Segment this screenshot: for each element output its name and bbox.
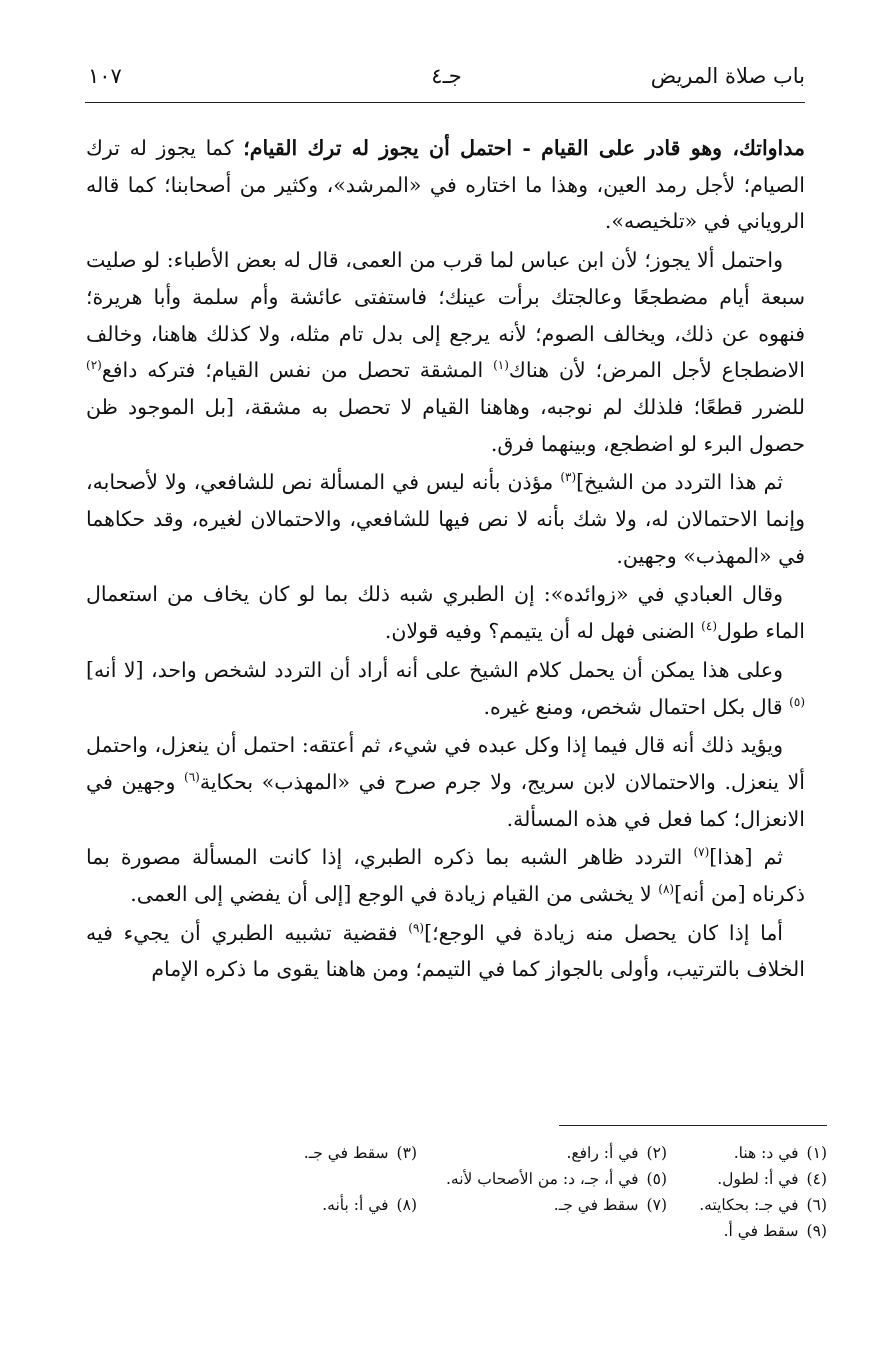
paragraph-text: أما إذا كان يحصل منه زيادة في الوجع؛]	[424, 920, 783, 945]
footnote	[257, 1140, 417, 1166]
paragraph-text: وجهين في الانعزال؛ كما فعل في هذه المسألة.	[86, 769, 805, 831]
footnote-reference: (٢)	[86, 358, 102, 373]
paragraph-text: المشقة تحصل من نفس القيام؛ فتركه دافع	[101, 358, 494, 383]
page-number: ١٠٧	[88, 64, 122, 88]
footnote-text: سقط في جـ.	[553, 1196, 639, 1214]
paragraph-text: مؤذن بأنه ليس في المسألة نص للشافعي، ولا لأصحابه، وإنما الاحتمالان له، ولا شك بأنه لا نص فيها للشافعي، والاحتمالان لغيره، وقد حكاهما في «المهذب» وجهين.	[86, 470, 805, 568]
paragraph	[86, 242, 805, 462]
footnote-text: في د: هنا.	[733, 1144, 799, 1162]
paragraph-text: وعلى هذا يمكن أن يحمل كلام الشيخ على أنه أراد أن التردد لشخص واحد، [لا أنه]	[86, 657, 783, 682]
footnote-reference: (١)	[493, 358, 509, 373]
footnote-number: (٢)	[646, 1144, 667, 1162]
paragraph-text: التردد ظاهر الشبه بما ذكره الطبري، إذا كانت المسألة مصورة بما ذكرناه [من أنه]	[86, 845, 805, 907]
footnote	[417, 1166, 667, 1192]
paragraph	[86, 652, 805, 725]
paragraph	[86, 839, 805, 912]
footnote-reference: (٧)	[693, 845, 710, 860]
footnote-reference: (٣)	[560, 470, 577, 485]
footnote-text: في أ، جـ، د: من الأصحاب لأنه.	[445, 1170, 639, 1188]
footnote-reference: (٩)	[408, 920, 425, 935]
footnote-text: سقط في جـ.	[303, 1144, 389, 1162]
footnote-text: في جـ: بحكايته.	[699, 1196, 799, 1214]
paragraph-text: كما يجوز له ترك الصيام؛ لأجل رمد العين، وهذا ما اختاره في «المرشد»، وكثير من أصحابنا؛ كما قاله الروياني في «تلخيصه».	[86, 136, 805, 234]
footnote	[667, 1192, 827, 1218]
footnote-reference: (٤)	[701, 619, 717, 634]
footnote-reference: (٨)	[658, 882, 675, 897]
paragraph-text: ثم [هذا]	[709, 845, 783, 870]
paragraph	[86, 727, 805, 837]
footnote-number: (٣)	[396, 1144, 417, 1162]
paragraph-text: ثم هذا التردد من الشيخ]	[576, 470, 783, 495]
paragraph-text: الضنى فهل له أن يتيمم؟ وفيه قولان.	[384, 619, 702, 644]
footnote-row	[150, 1218, 827, 1244]
paragraph-text: لا يخشى من القيام زيادة في الوجع [إلى أن يفضي إلى العمى.	[130, 882, 659, 907]
main-text	[86, 130, 805, 990]
footnotes	[150, 1140, 827, 1244]
paragraph	[86, 915, 805, 988]
footnote-number: (٩)	[806, 1222, 827, 1240]
paragraph	[86, 130, 805, 240]
footnote-number: (٧)	[646, 1196, 667, 1214]
footnote	[417, 1140, 667, 1166]
footnote-rule	[559, 1125, 827, 1126]
paragraph-text: قال بكل احتمال شخص، ومنع غيره.	[483, 694, 790, 719]
footnote-row	[150, 1140, 827, 1166]
footnote-row	[150, 1192, 827, 1218]
paragraph-text: وقال العبادي في «زوائده»: إن الطبري شبه ذلك بما لو كان يخاف من استعمال الماء طول	[86, 582, 805, 644]
footnote	[417, 1192, 667, 1218]
paragraph	[86, 576, 805, 649]
paragraph-text: للضرر قطعًا؛ فلذلك لم نوجبه، وهاهنا القيام لا تحصل به مشقة، [بل الموجود ظن حصول البرء لو اضطجع، وبينهما فرق.	[86, 394, 805, 456]
footnote-text: في أ: لطول.	[717, 1170, 799, 1188]
footnote-reference: (٦)	[184, 770, 200, 785]
chapter-title: باب صلاة المريض	[650, 64, 805, 88]
footnote	[667, 1140, 827, 1166]
header-rule	[85, 102, 805, 103]
paragraph-text: ويؤيد ذلك أنه قال فيما إذا وكل عبده في شيء، ثم أعتقه: احتمل أن ينعزل، واحتمل ألا ينعزل. والاحتمالان لابن سريج، ولا جرم صرح في «المهذب» بحكاية	[86, 733, 806, 794]
footnote-text: سقط في أ.	[723, 1222, 799, 1240]
footnote-number: (٨)	[396, 1196, 417, 1214]
paragraph	[86, 464, 805, 574]
footnote	[257, 1192, 417, 1218]
running-header	[88, 64, 805, 98]
footnote-number: (٦)	[806, 1196, 827, 1214]
footnote-text: في أ: بأنه.	[322, 1196, 389, 1214]
footnote-text: في أ: رافع.	[566, 1144, 639, 1162]
footnote	[667, 1218, 827, 1244]
footnote-number: (١)	[806, 1144, 827, 1162]
paragraph-text: واحتمل ألا يجوز؛ لأن ابن عباس لما قرب من العمى، قال له بعض الأطباء: لو صليت سبعة أيام مضطجعًا وعالجتك برأت عينك؛ فاستفتى عائشة وأم سلمة وأبا هريرة؛ فنهوه عن ذلك، ويخالف الصوم؛ لأنه يرجع إلى بدل تام مثله، ولا كذلك هاهنا، وخالف الاضطجاع لأجل المرض؛ لأن هناك	[86, 248, 805, 383]
footnote-number: (٤)	[806, 1170, 827, 1188]
bold-phrase: مداواتك، وهو قادر على القيام - احتمل أن يجوز له ترك القيام؛	[243, 136, 805, 160]
footnote-reference: (٥)	[789, 694, 805, 709]
volume-label: جـ٤	[431, 64, 462, 88]
footnote-row	[150, 1166, 827, 1192]
footnote-number: (٥)	[646, 1170, 667, 1188]
paragraph-text: فقضية تشبيه الطبري أن يجيء فيه الخلاف بالترتيب، وأولى بالجواز كما في التيمم؛ ومن هاهنا يقوى ما ذكره الإمام	[86, 920, 805, 982]
footnote	[667, 1166, 827, 1192]
